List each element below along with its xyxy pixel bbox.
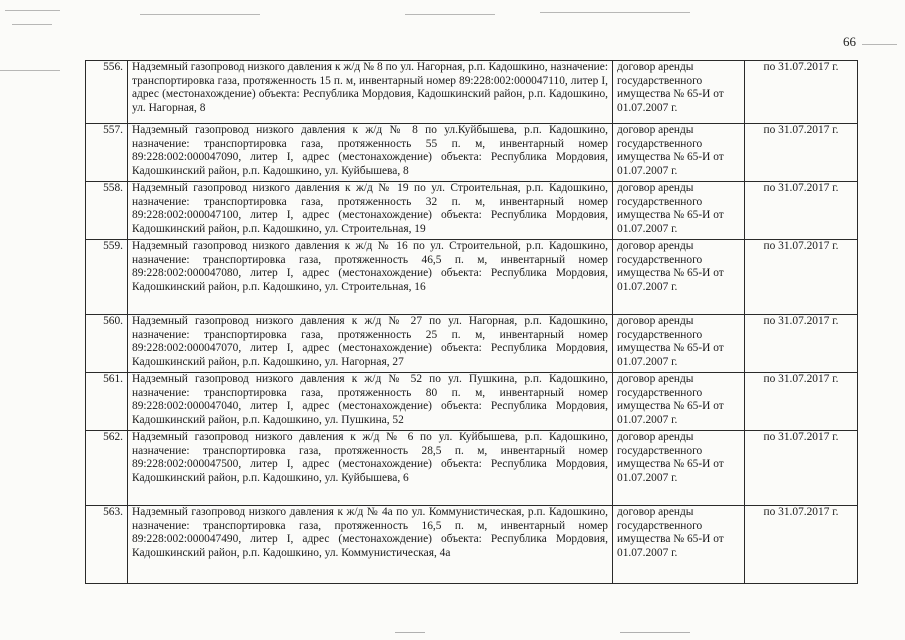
object-description: Надземный газопровод низкого давления к ж/д № 19 по ул. Строительная, р.п. Кадошкино, назначение: транспортировка газа, протяженность 32 п. м, инвентарный номер 89:228:002:000047100, литер I, адрес (местонахождение) объекта: Республика Мордовия, Кадошкинский район, р.п. Кадошкино, ул. Строительная, 19 [128,182,613,240]
row-number: 562. [86,431,128,506]
scan-artifact [620,632,690,633]
table-row [86,124,858,182]
scan-artifact [540,12,690,13]
lease-term: по 31.07.2017 г. [745,373,858,431]
row-number: 561. [86,373,128,431]
lease-basis: договор аренды государственного имущества № 65-И от 01.07.2007 г. [613,240,745,315]
lease-basis: договор аренды государственного имущества № 65-И от 01.07.2007 г. [613,373,745,431]
object-description: Надземный газопровод низкого давления к ж/д № 6 по ул. Куйбышева, р.п. Кадошкино, назначение: транспортировка газа, протяженность 28,5 п. м, инвентарный номер 89:228:002:000047500, литер I, адрес (местонахождение) объекта: Республика Мордовия, Кадошкинский район, р.п. Кадошкино, ул. Куйбышева, 6 [128,431,613,506]
table-row [86,431,858,506]
lease-basis: договор аренды государственного имущества № 65-И от 01.07.2007 г. [613,431,745,506]
scan-artifact [12,24,52,25]
scan-artifact [140,14,260,15]
object-description: Надземный газопровод низкого давления к ж/д № 8 по ул. Нагорная, р.п. Кадошкино, назначение: транспортировка газа, протяженность 15 п. м, инвентарный номер 89:228:002:000047110, литер I, адрес (местонахождение) объекта: Республика Мордовия, Кадошкинский район, р.п. Кадошкино, ул. Нагорная, 8 [128,61,613,124]
row-number: 559. [86,240,128,315]
row-number: 557. [86,124,128,182]
scan-artifact [395,632,425,633]
lease-basis: договор аренды государственного имущества № 65-И от 01.07.2007 г. [613,315,745,373]
table-row [86,373,858,431]
table-row [86,506,858,584]
table-row [86,315,858,373]
lease-term: по 31.07.2017 г. [745,240,858,315]
table-row [86,240,858,315]
lease-term: по 31.07.2017 г. [745,315,858,373]
lease-term: по 31.07.2017 г. [745,431,858,506]
lease-term: по 31.07.2017 г. [745,506,858,584]
object-description: Надземный газопровод низкого давления к ж/д № 27 по ул. Нагорная, р.п. Кадошкино, назначение: транспортировка газа, протяженность 25 п. м, инвентарный номер 89:228:002:000047070, литер I, адрес (местонахождение) объекта: Республика Мордовия, Кадошкинский район, р.п. Кадошкино, ул. Нагорная, 27 [128,315,613,373]
lease-term: по 31.07.2017 г. [745,124,858,182]
table-row [86,182,858,240]
row-number: 558. [86,182,128,240]
lease-term: по 31.07.2017 г. [745,61,858,124]
lease-term: по 31.07.2017 г. [745,182,858,240]
scan-artifact [405,14,495,15]
lease-basis: договор аренды государственного имущества № 65-И от 01.07.2007 г. [613,61,745,124]
row-number: 556. [86,61,128,124]
property-registry-table [85,60,858,584]
row-number: 563. [86,506,128,584]
scan-artifact [862,44,897,45]
object-description: Надземный газопровод низкого давления к ж/д № 16 по ул. Строительной, р.п. Кадошкино, назначение: транспортировка газа, протяженность 46,5 п. м, инвентарный номер 89:228:002:000047080, литер I, адрес (местонахождение) объекта: Республика Мордовия, Кадошкинский район, р.п. Кадошкино, ул. Строительная, 16 [128,240,613,315]
lease-basis: договор аренды государственного имущества № 65-И от 01.07.2007 г. [613,124,745,182]
table-row [86,61,858,124]
page-number: 66 [843,34,856,49]
object-description: Надземный газопровод низкого давления к ж/д № 4а по ул. Коммунистическая, р.п. Кадошкино, назначение: транспортировка газа, протяженность 16,5 п. м, инвентарный номер 89:228:002:000047490, литер I, адрес (местонахождение) объекта: Республика Мордовия, Кадошкинский район, р.п. Кадошкино, ул. Коммунистическая, 4а [128,506,613,584]
object-description: Надземный газопровод низкого давления к ж/д № 52 по ул. Пушкина, р.п. Кадошкино, назначение: транспортировка газа, протяженность 80 п. м, инвентарный номер 89:228:002:000047040, литер I, адрес (местонахождение) объекта: Республика Мордовия, Кадошкинский район, р.п. Кадошкино, ул. Пушкина, 52 [128,373,613,431]
object-description: Надземный газопровод низкого давления к ж/д № 8 по ул.Куйбышева, р.п. Кадошкино, назначение: транспортировка газа, протяженность 55 п. м, инвентарный номер 89:228:002:000047090, литер I, адрес (местонахождение) объекта: Республика Мордовия, Кадошкинский район, р.п. Кадошкино, ул. Куйбышева, 8 [128,124,613,182]
row-number: 560. [86,315,128,373]
scan-artifact [5,10,60,11]
lease-basis: договор аренды государственного имущества № 65-И от 01.07.2007 г. [613,506,745,584]
scan-artifact [0,70,60,71]
lease-basis: договор аренды государственного имущества № 65-И от 01.07.2007 г. [613,182,745,240]
